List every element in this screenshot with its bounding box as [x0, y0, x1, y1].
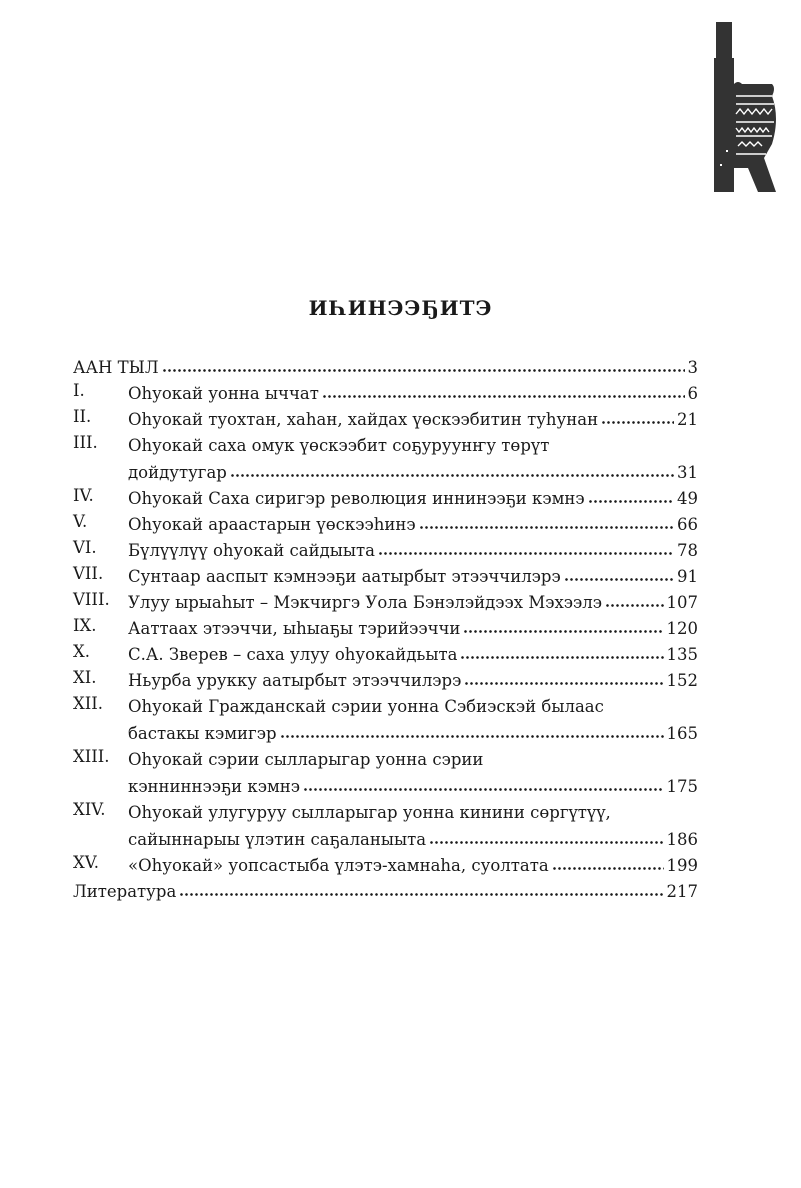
page-number: 21	[677, 410, 698, 429]
chapter-title: Оһуокай сэрии сылларыгар уонна сэрии	[128, 750, 484, 769]
page-number: 31	[677, 463, 698, 482]
chapter-number: XI.	[73, 668, 97, 687]
dot-leader	[605, 592, 664, 609]
chapter-title: бастакы кэмигэр	[128, 724, 277, 743]
chapter-number: IV.	[73, 486, 94, 505]
dot-leader	[179, 881, 663, 898]
chapter-number: VII.	[73, 564, 104, 583]
chapter-title: дойдутугар	[128, 463, 227, 482]
dot-leader	[230, 462, 674, 479]
chapter-title: «Оһуокай» уопсастыба үлэтэ-хамнаһа, суолтата	[128, 856, 549, 875]
dot-leader	[162, 357, 685, 374]
chapter-title: Улуу ырыаһыт – Мэкчиргэ Уола Бэнэлэйдээх Мэхээлэ	[128, 593, 602, 612]
chapter-title: сайыннарыы үлэтин саҕаланыыта	[128, 830, 427, 849]
chapter-title: Оһуокай саха омук үөскээбит соҕуруунҥу төрүт	[128, 436, 550, 455]
dot-leader	[601, 409, 674, 426]
page-number: 152	[666, 671, 698, 690]
page-number: 6	[687, 384, 698, 403]
chapter-title: Ньурба урукку аатырбыт этээччилэрэ	[128, 671, 462, 690]
chapter-title: Оһуокай араастарын үөскээһинэ	[128, 515, 416, 534]
toc-entry	[73, 590, 698, 616]
dot-leader	[322, 383, 685, 400]
chapter-title: С.А. Зверев – саха улуу оһуокайдьыта	[128, 645, 458, 664]
chapter-title: Сунтаар ааспыт кэмнээҕи аатырбыт этээччилэрэ	[128, 567, 561, 586]
toc-entry	[73, 853, 698, 879]
toc-entry	[73, 616, 698, 642]
chapter-title: кэнниннээҕи кэмнэ	[128, 777, 301, 796]
chapter-title: Оһуокай улугуруу сылларыгар уонна кинини сөргүтүү,	[128, 803, 611, 822]
dot-leader	[564, 566, 674, 583]
dot-leader	[464, 670, 663, 687]
toc-entry	[73, 355, 698, 381]
chapter-number: IX.	[73, 616, 97, 635]
page-number: 165	[666, 724, 698, 743]
page-number: 135	[666, 645, 698, 664]
dot-leader	[280, 723, 664, 740]
page-number: 78	[677, 541, 698, 560]
toc-entry	[73, 538, 698, 564]
page-number: 175	[666, 777, 698, 796]
chapter-number: I.	[73, 381, 85, 400]
chapter-title: Оһуокай уонна ыччат	[128, 384, 319, 403]
dot-leader	[419, 514, 674, 531]
toc-entry	[73, 512, 698, 538]
toc-entry	[73, 433, 698, 486]
chapter-title: ААН ТЫЛ	[73, 358, 159, 377]
chapter-number: XIV.	[73, 800, 106, 819]
page-number: 199	[666, 856, 698, 875]
publisher-logo-icon	[714, 22, 778, 192]
page-number: 217	[666, 882, 698, 901]
toc-entry	[73, 879, 698, 905]
page-number: 66	[677, 515, 698, 534]
chapter-number: XV.	[73, 853, 100, 872]
chapter-title: Оһуокай туохтан, хаһан, хайдах үөскээбитин туһунан	[128, 410, 599, 429]
dot-leader	[303, 776, 663, 793]
chapter-number: V.	[73, 512, 88, 531]
chapter-title: Оһуокай Саха сиригэр революция иннинээҕи кэмнэ	[128, 489, 585, 508]
page-number: 120	[666, 619, 698, 638]
chapter-title: Ааттаах этээччи, ыһыаҕы тэрийээччи	[128, 619, 461, 638]
page-title: ИҺИНЭЭҔИТЭ	[308, 296, 493, 320]
toc-entry	[73, 564, 698, 590]
toc-entry	[73, 381, 698, 407]
table-of-contents	[73, 355, 698, 905]
chapter-number: VIII.	[73, 590, 110, 609]
toc-entry	[73, 747, 698, 800]
page-number: 186	[666, 830, 698, 849]
dot-leader	[460, 644, 663, 661]
toc-entry	[73, 642, 698, 668]
page-number: 91	[677, 567, 698, 586]
chapter-number: XIII.	[73, 747, 110, 766]
chapter-title: Оһуокай Гражданскай сэрии уонна Сэбиэскэй былаас	[128, 697, 604, 716]
chapter-number: II.	[73, 407, 92, 426]
chapter-number: III.	[73, 433, 98, 452]
toc-entry	[73, 407, 698, 433]
page-number: 3	[687, 358, 698, 377]
page-number: 49	[677, 489, 698, 508]
dot-leader	[463, 618, 663, 635]
chapter-title: Бүлүүлүү оһуокай сайдыыта	[128, 541, 376, 560]
page-number: 107	[666, 593, 698, 612]
dot-leader	[552, 855, 664, 872]
toc-entry	[73, 668, 698, 694]
chapter-number: XII.	[73, 694, 104, 713]
dot-leader	[429, 829, 663, 846]
chapter-number: VI.	[73, 538, 97, 557]
toc-entry	[73, 486, 698, 512]
toc-entry	[73, 800, 698, 853]
chapter-title: Литература	[73, 882, 177, 901]
dot-leader	[378, 540, 674, 557]
toc-entry	[73, 694, 698, 747]
chapter-number: X.	[73, 642, 90, 661]
dot-leader	[588, 488, 674, 505]
